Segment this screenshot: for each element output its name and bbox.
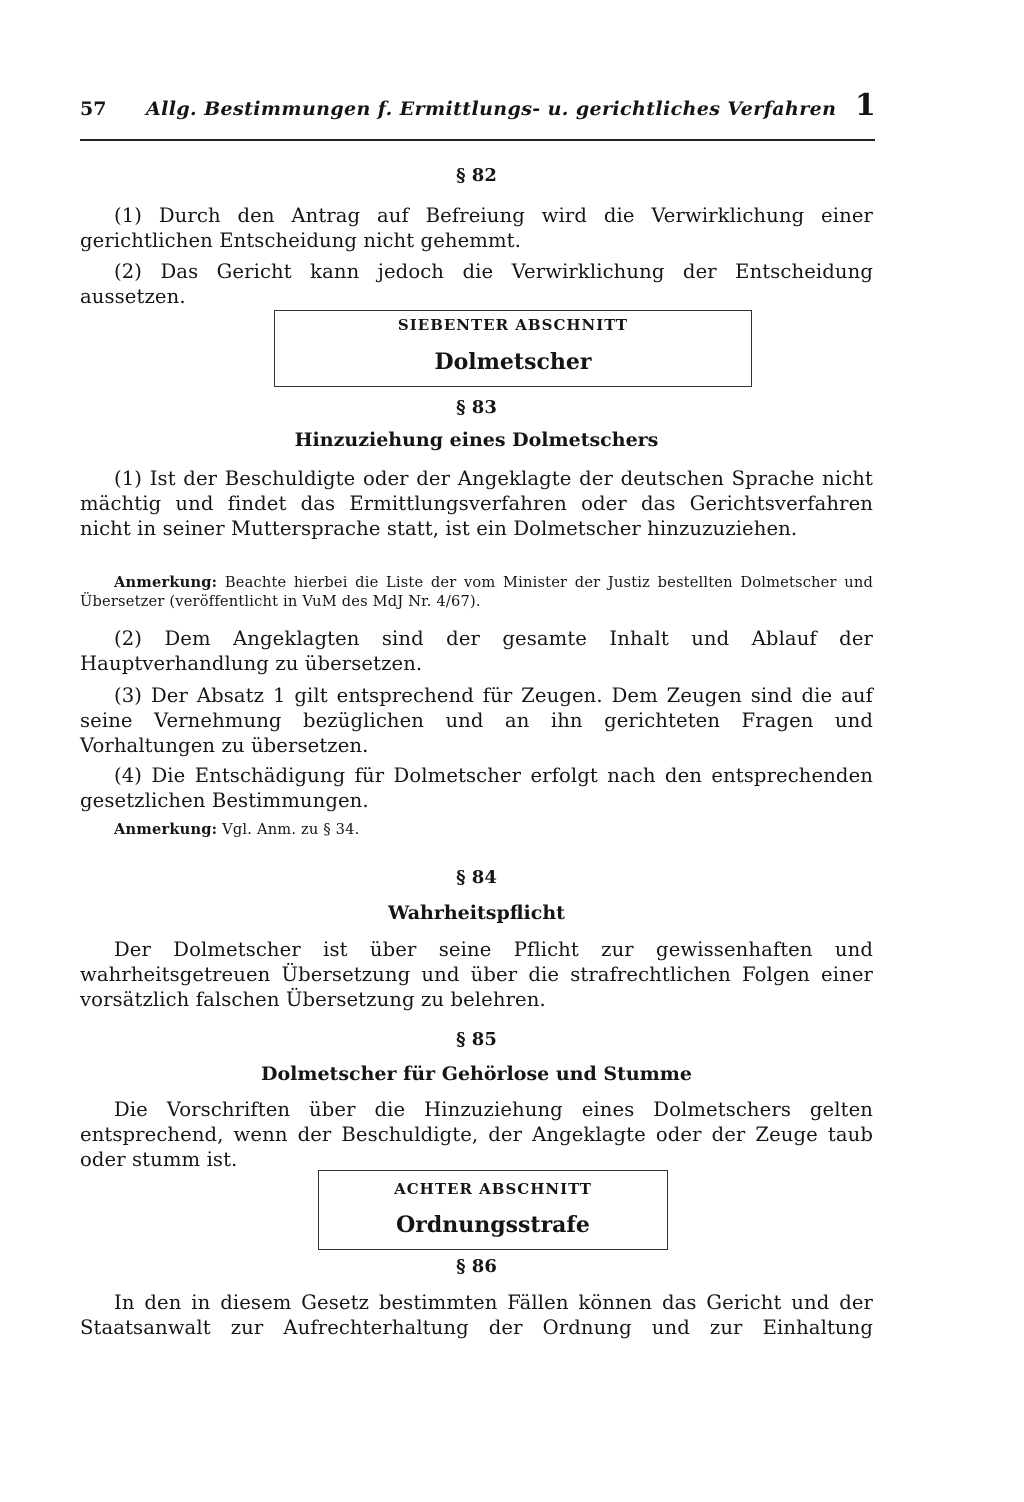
section-83-paragraph-3: (3) Der Absatz 1 gilt entsprechend für Zeugen. Dem Zeugen sind die auf seine Vernehmung bezüglichen und an ihn gerichteten Fragen und Vorhaltungen zu übersetzen. <box>80 684 873 757</box>
page-number: 57 <box>80 98 107 120</box>
note-text: Vgl. Anm. zu § 34. <box>222 821 360 838</box>
section-83-paragraph-1: (1) Ist der Beschuldigte oder der Angeklagte der deutschen Sprache nicht mächtig und findet das Ermittlungsverfahren oder das Gerichtsverfahren nicht in seiner Muttersprache statt, ist ein Dolmetscher hinzuzuziehen. <box>80 467 873 540</box>
section-83-note-1 <box>80 573 873 611</box>
note-text: Beachte hierbei die Liste der vom Minister der Justiz bestellten Dolmetscher und Übersetzer (veröffentlicht in VuM des MdJ Nr. 4/67). <box>80 574 873 610</box>
section-85-title: Dolmetscher für Gehörlose und Stumme <box>261 1063 692 1085</box>
section-83-number: § 83 <box>456 397 497 418</box>
note-label: Anmerkung: <box>114 821 218 838</box>
section-84-title: Wahrheitspflicht <box>388 902 565 924</box>
running-title: Allg. Bestimmungen f. Ermittlungs- u. gerichtliches Verfahren <box>146 98 837 120</box>
section-82-number: § 82 <box>456 165 497 186</box>
section-83-note-2 <box>80 820 873 839</box>
section-84-number: § 84 <box>456 867 497 888</box>
note-label: Anmerkung: <box>114 574 218 591</box>
chapter-box-eight <box>318 1170 668 1250</box>
section-85-paragraph-1: Die Vorschriften über die Hinzuziehung eines Dolmetschers gelten entsprechend, wenn der Beschuldigte, der Angeklagte oder der Zeuge taub oder stumm ist. <box>80 1098 873 1171</box>
section-83-paragraph-2: (2) Dem Angeklagten sind der gesamte Inhalt und Ablauf der Hauptverhandlung zu übersetzen. <box>80 627 873 675</box>
chapter-heading: Ordnungsstrafe <box>396 1212 590 1238</box>
chapter-kicker: SIEBENTER ABSCHNITT <box>397 316 629 334</box>
section-83-title: Hinzuziehung eines Dolmetschers <box>294 429 659 451</box>
chapter-number: 1 <box>855 88 876 123</box>
section-86-paragraph-1: In den in diesem Gesetz bestimmten Fällen können das Gericht und der Staatsanwalt zur Aufrechterhaltung der Ordnung und zur Einhaltung <box>80 1291 873 1339</box>
section-83-paragraph-4: (4) Die Entschädigung für Dolmetscher erfolgt nach den entsprechenden gesetzlichen Bestimmungen. <box>80 764 873 812</box>
section-82-paragraph-1: (1) Durch den Antrag auf Befreiung wird die Verwirklichung einer gerichtlichen Entscheidung nicht gehemmt. <box>80 204 873 252</box>
section-84-paragraph-1: Der Dolmetscher ist über seine Pflicht zur gewissenhaften und wahrheitsgetreuen Übersetzung und über die strafrechtlichen Folgen einer vorsätzlich falschen Übersetzung zu belehren. <box>80 938 873 1011</box>
section-86-number: § 86 <box>456 1256 497 1277</box>
section-85-number: § 85 <box>456 1029 497 1050</box>
chapter-kicker: ACHTER ABSCHNITT <box>394 1180 592 1198</box>
header-rule <box>80 139 875 141</box>
chapter-heading: Dolmetscher <box>434 349 592 375</box>
section-82-paragraph-2: (2) Das Gericht kann jedoch die Verwirklichung der Entscheidung aussetzen. <box>80 260 873 308</box>
chapter-box-seven <box>274 310 752 387</box>
